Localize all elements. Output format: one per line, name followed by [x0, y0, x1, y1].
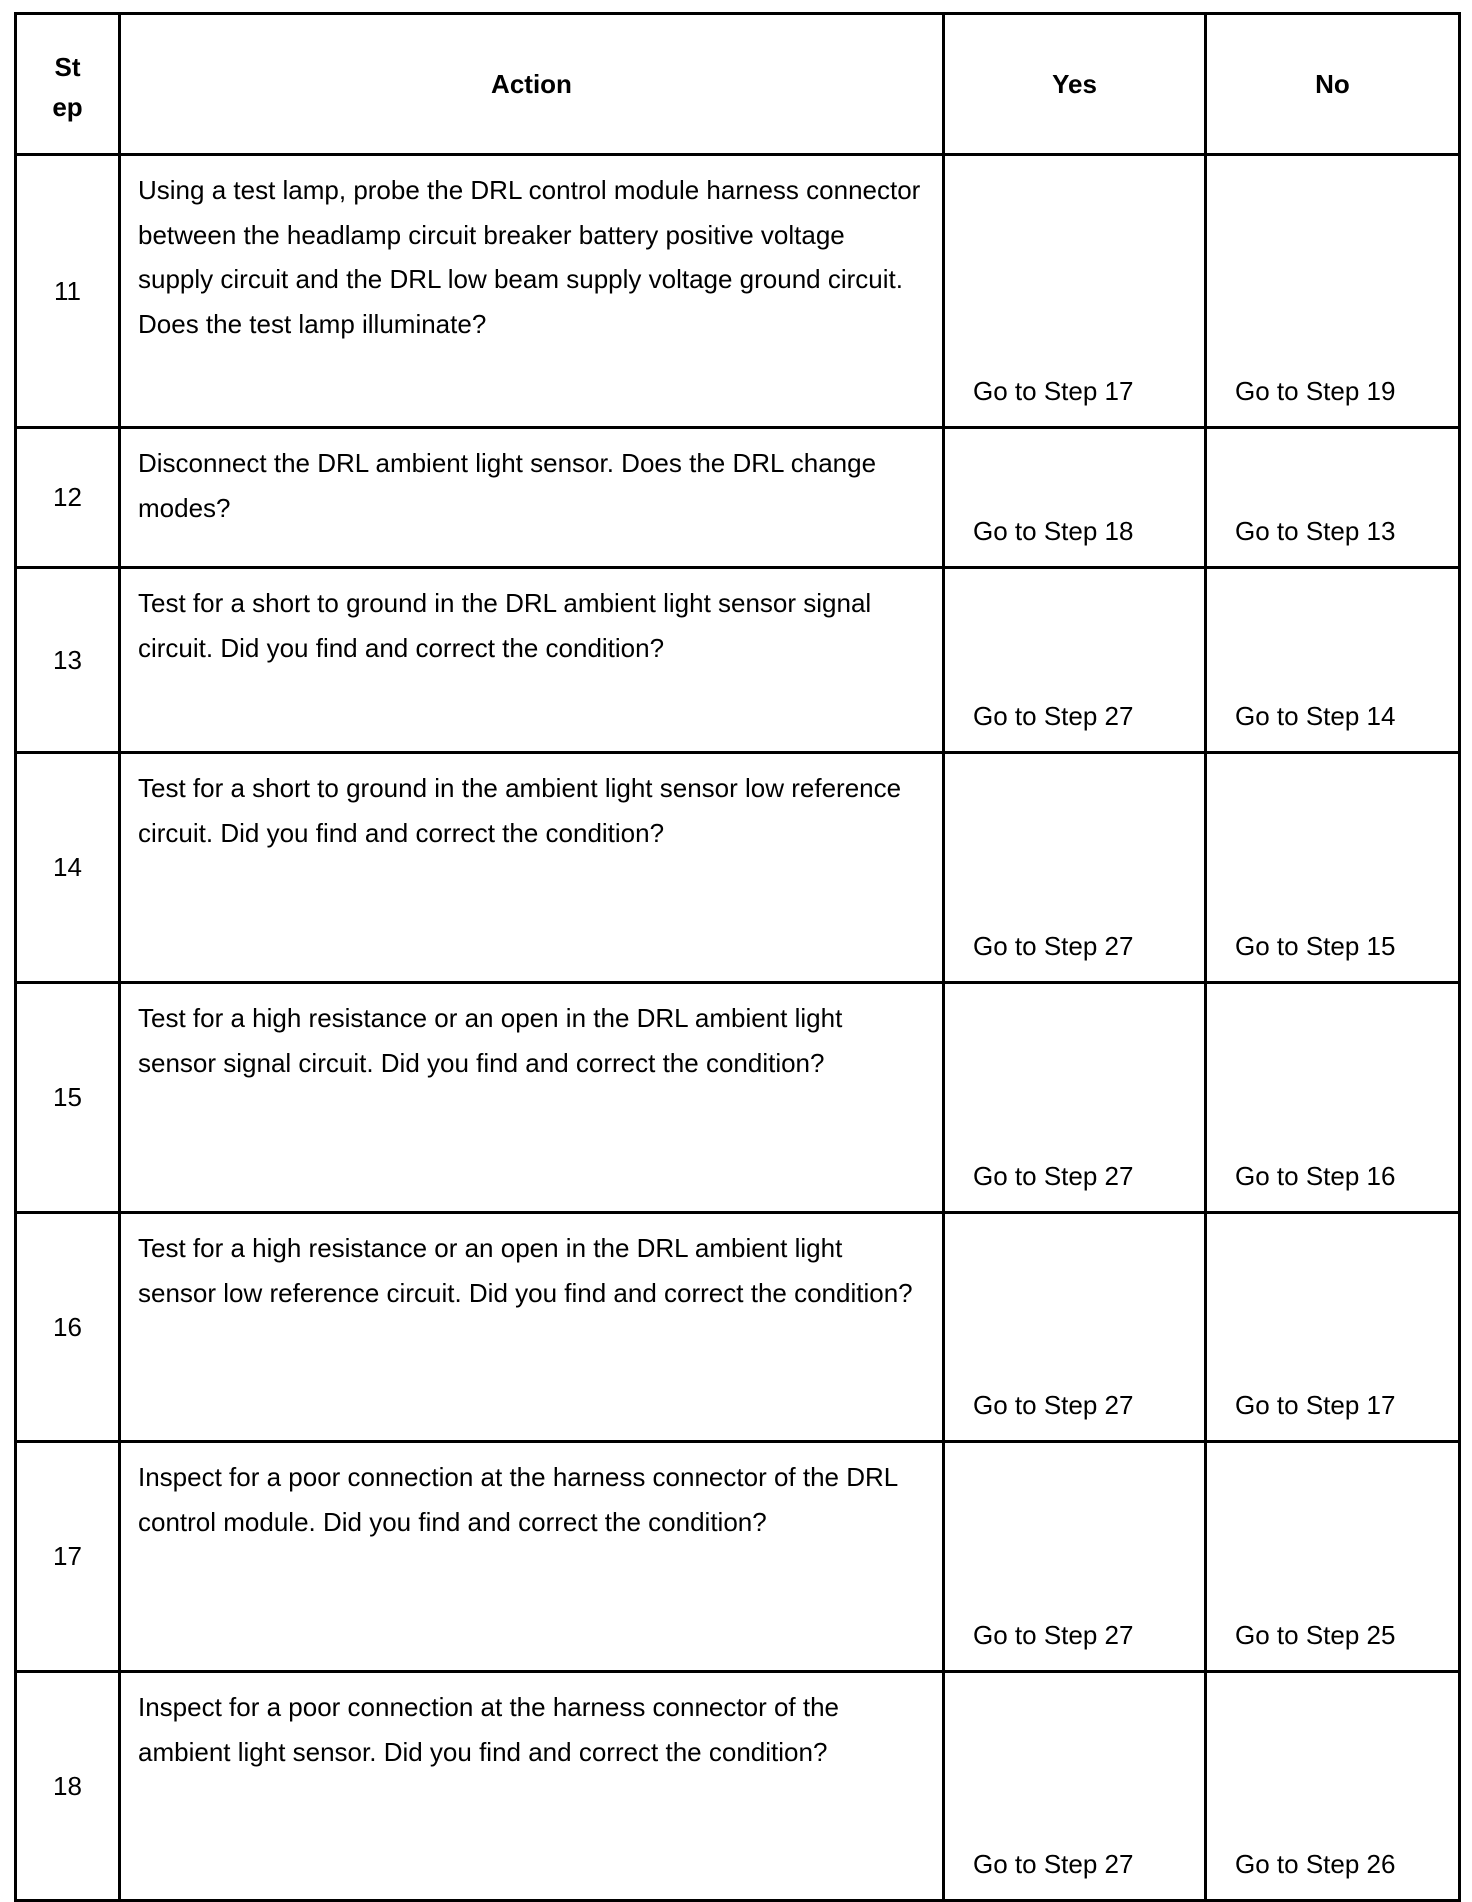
- step-number: 17: [16, 1442, 120, 1672]
- step-number: 12: [16, 428, 120, 568]
- action-text: Inspect for a poor connection at the harness connector of the ambient light sensor. Did you find and correct the condition?: [120, 1672, 944, 1901]
- header-step: [16, 14, 120, 155]
- yes-result: Go to Step 27: [944, 568, 1206, 753]
- table-row: [16, 1442, 1460, 1672]
- yes-result: Go to Step 27: [944, 1672, 1206, 1901]
- step-number: 18: [16, 1672, 120, 1901]
- header-no: No: [1206, 14, 1460, 155]
- no-result: Go to Step 16: [1206, 983, 1460, 1213]
- step-number: 16: [16, 1213, 120, 1442]
- header-step-line1: St: [54, 52, 81, 82]
- no-result: Go to Step 26: [1206, 1672, 1460, 1901]
- table-row: [16, 1672, 1460, 1901]
- yes-result: Go to Step 27: [944, 1442, 1206, 1672]
- step-number: 15: [16, 983, 120, 1213]
- table-row: [16, 155, 1460, 428]
- yes-result: Go to Step 27: [944, 753, 1206, 983]
- no-result: Go to Step 14: [1206, 568, 1460, 753]
- diagnostic-steps-table: [14, 12, 1461, 1902]
- table-row: [16, 568, 1460, 753]
- header-yes: Yes: [944, 14, 1206, 155]
- action-text: Test for a short to ground in the ambient light sensor low reference circuit. Did you find and correct the condition?: [120, 753, 944, 983]
- step-number: 13: [16, 568, 120, 753]
- action-text: Test for a high resistance or an open in the DRL ambient light sensor signal circuit. Did you find and correct the condition?: [120, 983, 944, 1213]
- table-header-row: [16, 14, 1460, 155]
- action-text: Disconnect the DRL ambient light sensor. Does the DRL change modes?: [120, 428, 944, 568]
- no-result: Go to Step 19: [1206, 155, 1460, 428]
- table-row: [16, 983, 1460, 1213]
- no-result: Go to Step 25: [1206, 1442, 1460, 1672]
- no-result: Go to Step 13: [1206, 428, 1460, 568]
- header-step-line2: ep: [52, 92, 83, 122]
- yes-result: Go to Step 27: [944, 1213, 1206, 1442]
- table-row: [16, 428, 1460, 568]
- no-result: Go to Step 15: [1206, 753, 1460, 983]
- action-text: Test for a short to ground in the DRL ambient light sensor signal circuit. Did you find and correct the condition?: [120, 568, 944, 753]
- yes-result: Go to Step 27: [944, 983, 1206, 1213]
- table-row: [16, 1213, 1460, 1442]
- action-text: Inspect for a poor connection at the harness connector of the DRL control module. Did you find and correct the condition?: [120, 1442, 944, 1672]
- action-text: Using a test lamp, probe the DRL control module harness connector between the headlamp circuit breaker battery positive voltage supply circuit and the DRL low beam supply voltage ground circuit. Does the test lamp illuminate?: [120, 155, 944, 428]
- yes-result: Go to Step 17: [944, 155, 1206, 428]
- action-text: Test for a high resistance or an open in the DRL ambient light sensor low reference circuit. Did you find and correct the condition?: [120, 1213, 944, 1442]
- diagnostic-table-container: [14, 12, 1461, 1902]
- table-row: [16, 753, 1460, 983]
- step-number: 14: [16, 753, 120, 983]
- no-result: Go to Step 17: [1206, 1213, 1460, 1442]
- header-action: Action: [120, 14, 944, 155]
- step-number: 11: [16, 155, 120, 428]
- yes-result: Go to Step 18: [944, 428, 1206, 568]
